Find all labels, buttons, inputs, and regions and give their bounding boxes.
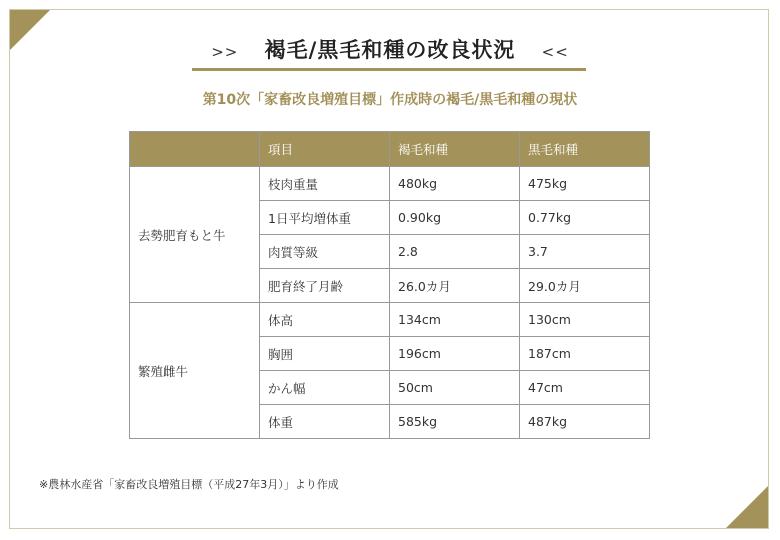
row-brown-value: 196cm: [390, 337, 520, 371]
row-black-value: 0.77kg: [520, 201, 650, 235]
table-row: [130, 167, 650, 201]
row-item: かん幅: [260, 371, 390, 405]
corner-decoration-bottom-right: [726, 486, 768, 528]
source-footnote: ※農林水産省「家畜改良増殖目標（平成27年3月）」より作成: [39, 478, 339, 491]
row-brown-value: 134cm: [390, 303, 520, 337]
row-brown-value: 0.90kg: [390, 201, 520, 235]
comparison-table: [129, 131, 650, 439]
row-brown-value: 2.8: [390, 235, 520, 269]
title-underline: [192, 68, 586, 71]
row-item: 1日平均増体重: [260, 201, 390, 235]
row-item: 枝肉重量: [260, 167, 390, 201]
page-title-text: 褐毛/黒毛和種の改良状況: [264, 38, 516, 62]
header-item: 項目: [260, 132, 390, 167]
row-black-value: 130cm: [520, 303, 650, 337]
row-black-value: 187cm: [520, 337, 650, 371]
row-black-value: 475kg: [520, 167, 650, 201]
header-black-wagyu: 黒毛和種: [520, 132, 650, 167]
page-title: [187, 34, 593, 68]
header-blank: [130, 132, 260, 167]
row-black-value: 47cm: [520, 371, 650, 405]
header-brown-wagyu: 褐毛和種: [390, 132, 520, 167]
subtitle: 第10次「家畜改良増殖目標」作成時の褐毛/黒毛和種の現状: [202, 92, 578, 108]
row-item: 体高: [260, 303, 390, 337]
table-header-row: [130, 132, 650, 167]
title-area: [0, 34, 780, 68]
title-right-arrows-icon: <<: [541, 43, 569, 61]
table-row: [130, 303, 650, 337]
row-item: 肥育終了月齢: [260, 269, 390, 303]
row-item: 胸囲: [260, 337, 390, 371]
row-item: 体重: [260, 405, 390, 439]
row-brown-value: 50cm: [390, 371, 520, 405]
row-black-value: 487kg: [520, 405, 650, 439]
row-brown-value: 480kg: [390, 167, 520, 201]
row-brown-value: 585kg: [390, 405, 520, 439]
row-brown-value: 26.0カ月: [390, 269, 520, 303]
row-item: 肉質等級: [260, 235, 390, 269]
group-label-breeding-cow: 繁殖雌牛: [130, 303, 260, 439]
row-black-value: 3.7: [520, 235, 650, 269]
group-label-steer: 去勢肥育もと牛: [130, 167, 260, 303]
row-black-value: 29.0カ月: [520, 269, 650, 303]
title-left-arrows-icon: >>: [211, 43, 239, 61]
